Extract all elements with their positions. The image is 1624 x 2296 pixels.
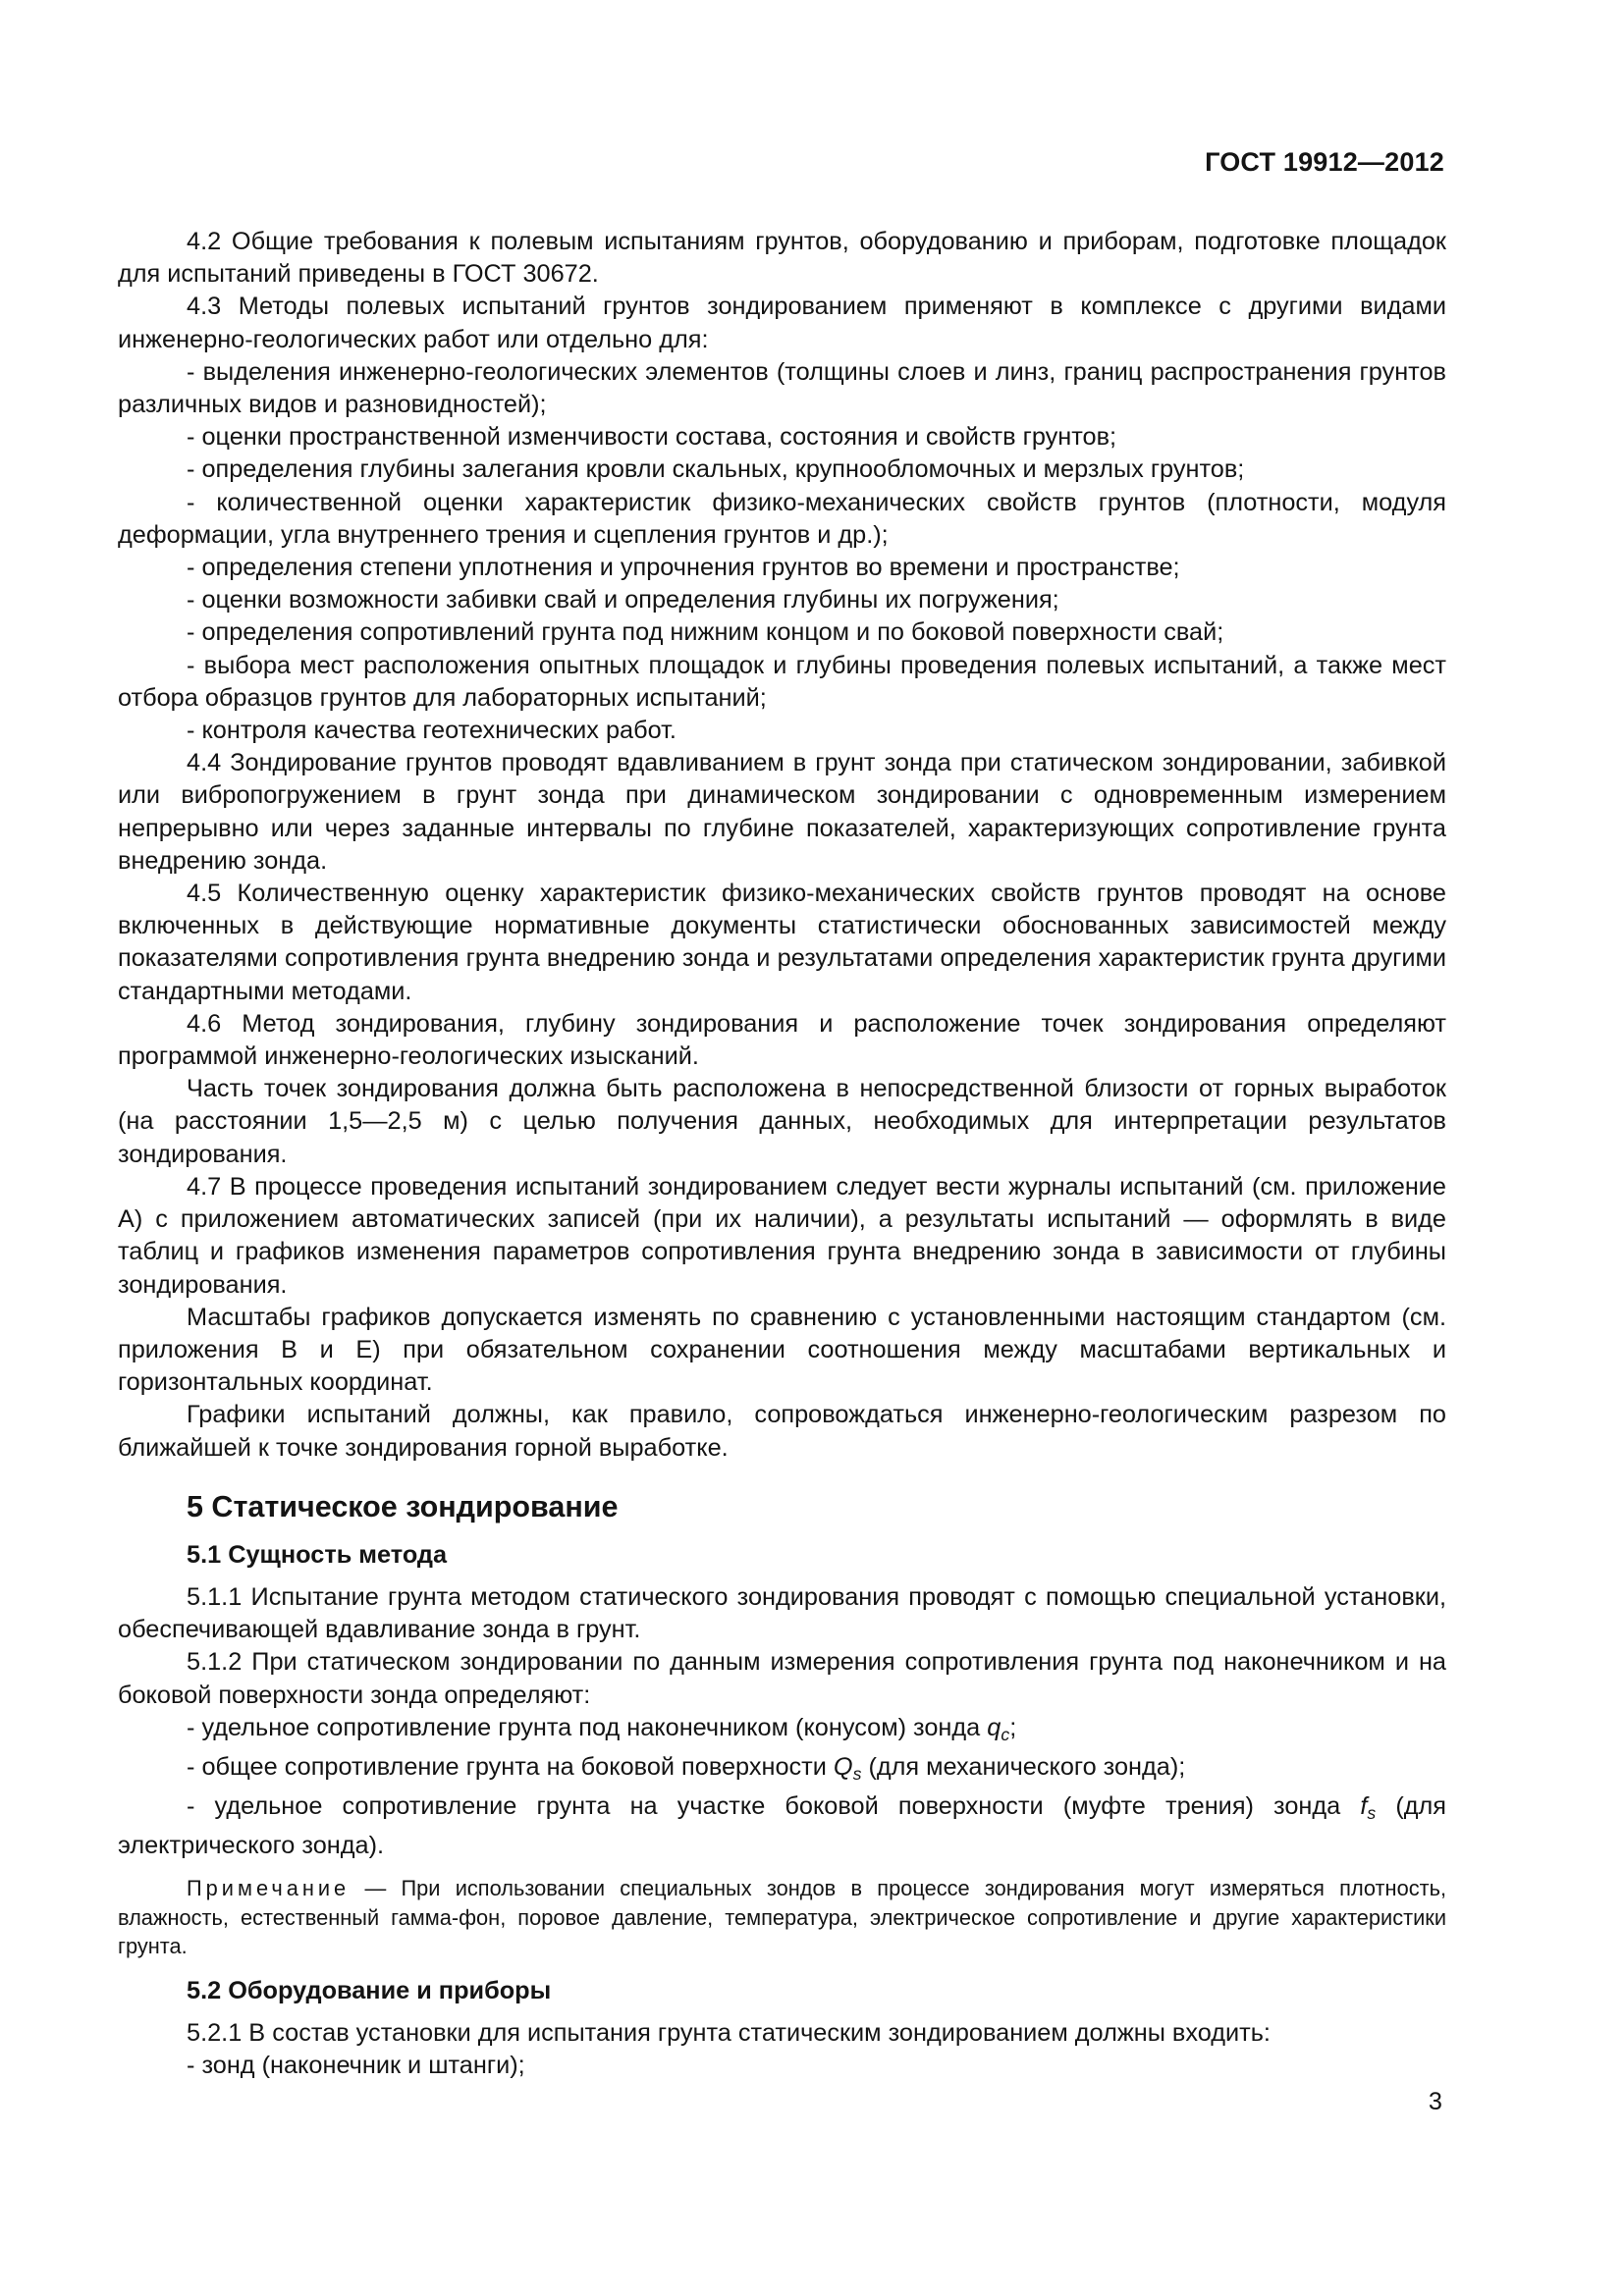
section-5-heading: 5 Статическое зондирование: [187, 1489, 619, 1523]
list-item-text: (для механического зонда);: [861, 1752, 1186, 1781]
symbol-q: q: [987, 1713, 1001, 1741]
paragraph-4-7-scales: Масштабы графиков допускается изменять по сравнению с установленными настоящим стандартом (см. приложения В и Е) при обязательном сохранении соотношения между масштабами вертикальных и горизонтальных координат.: [118, 1303, 1446, 1397]
list-item: - оценки пространственной изменчивости состава, состояния и свойств грунтов;: [187, 423, 1117, 452]
list-item-qs: [118, 1751, 1446, 1790]
paragraph-5-1-2: 5.1.2 При статическом зондировании по данным измерения сопротивления грунта под наконечником и на боковой поверхности зонда определяют:: [118, 1648, 1446, 1709]
paragraph-4-4: 4.4 Зондирование грунтов проводят вдавливанием в грунт зонда при статическом зондировании, забивкой или вибропогружением в грунт зонда при динамическом зондировании с одновременным измерением непрерывно или через заданные интервалы по глубине показателей, характеризующих сопротивление грунта внедрению зонда.: [118, 749, 1446, 875]
paragraph-4-6-points: Часть точек зондирования должна быть расположена в непосредственной близости от горных выработок (на расстоянии 1,5—2,5 м) с целью получения данных, необходимых для интерпретации результатов зондирования.: [118, 1075, 1446, 1168]
document-body: [118, 226, 1446, 2083]
section-5-1-heading: 5.1 Сущность метода: [187, 1540, 448, 1569]
symbol-subscript: s: [852, 1763, 862, 1784]
list-item-text: (для электрического зонда).: [118, 1792, 1446, 1860]
page-number: 3: [1428, 2088, 1442, 2115]
list-item: - количественной оценки характеристик физико-механических свойств грунтов (плотности, модуля деформации, угла внутреннего трения и сцепления грунтов и др.);: [118, 488, 1446, 549]
paragraph-4-5: 4.5 Количественную оценку характеристик физико-механических свойств грунтов проводят на основе включенных в действующие нормативные документы статистически обоснованных зависимостей между показателями сопротивления грунта внедрению зонда и результатами определения характеристик грунта другими стандартными методами.: [118, 880, 1446, 1005]
symbol-subscript: c: [1001, 1724, 1010, 1744]
list-item: - выбора мест расположения опытных площадок и глубины проведения полевых испытаний, а также мест отбора образцов грунтов для лабораторных испытаний;: [118, 651, 1446, 712]
list-item-fs: [118, 1790, 1446, 1862]
symbol-Q: Q: [833, 1752, 853, 1781]
list-item: - выделения инженерно-геологических элементов (толщины слоев и линз, границ распространения грунтов различных видов и разновидностей);: [118, 357, 1446, 419]
document-header-id: ГОСТ 19912—2012: [1205, 147, 1444, 177]
list-item: - определения степени уплотнения и упрочнения грунтов во времени и пространстве;: [187, 554, 1180, 582]
note-label: Примечание: [187, 1876, 351, 1901]
symbol-subscript: s: [1367, 1803, 1377, 1823]
paragraph-4-6: 4.6 Метод зондирования, глубину зондирования и расположение точек зондирования определяют программой инженерно-геологических изысканий.: [118, 1009, 1446, 1071]
list-item: - оценки возможности забивки свай и определения глубины их погружения;: [187, 586, 1059, 614]
note-text: — При использовании специальных зондов в процессе зондирования могут измеряться плотность, влажность, естественный гамма-фон, поровое давление, температура, электрическое сопротивление и другие характеристики грунта.: [118, 1876, 1446, 1959]
section-5-2-heading: 5.2 Оборудование и приборы: [187, 1976, 552, 2004]
note: [118, 1874, 1446, 1961]
paragraph-4-3: 4.3 Методы полевых испытаний грунтов зондированием применяют в комплексе с другими видами инженерно-геологических работ или отдельно для:: [118, 293, 1446, 353]
paragraph-5-1-1: 5.1.1 Испытание грунта методом статического зондирования проводят с помощью специальной установки, обеспечивающей вдавливание зонда в грунт.: [118, 1582, 1446, 1644]
list-item: - контроля качества геотехнических работ.: [187, 717, 677, 745]
list-item: - определения глубины залегания кровли скальных, крупнообломочных и мерзлых грунтов;: [187, 455, 1245, 484]
list-item-text: - удельное сопротивление грунта на участке боковой поверхности (муфте трения) зонда: [187, 1792, 1361, 1821]
list-item-zond: - зонд (наконечник и штанги);: [187, 2052, 525, 2080]
list-item: - определения сопротивлений грунта под нижним концом и по боковой поверхности свай;: [187, 618, 1224, 647]
list-item-text: ;: [1009, 1713, 1017, 1741]
paragraph-4-7: 4.7 В процессе проведения испытаний зондированием следует вести журналы испытаний (см. приложение А) с приложением автоматических записей (при их наличии), а результаты испытаний — оформлять в виде таблиц и графиков изменения параметров сопротивления грунта внедрению зонда в зависимости от глубины зондирования.: [118, 1172, 1446, 1299]
paragraph-4-7-graphs: Графики испытаний должны, как правило, сопровождаться инженерно-геологическим разрезом по ближайшей к точке зондирования горной выработке.: [118, 1401, 1446, 1462]
list-item-qc: [118, 1712, 1446, 1751]
symbol-f: f: [1360, 1792, 1368, 1821]
paragraph-5-2-1: 5.2.1 В состав установки для испытания грунта статическим зондированием должны входить:: [187, 2019, 1271, 2048]
list-item-text: - общее сопротивление грунта на боковой поверхности: [187, 1752, 834, 1781]
paragraph-4-2: 4.2 Общие требования к полевым испытаниям грунтов, оборудованию и приборам, подготовке площадок для испытаний приведены в ГОСТ 30672.: [118, 228, 1446, 289]
list-item-text: - удельное сопротивление грунта под наконечником (конусом) зонда: [187, 1713, 988, 1741]
